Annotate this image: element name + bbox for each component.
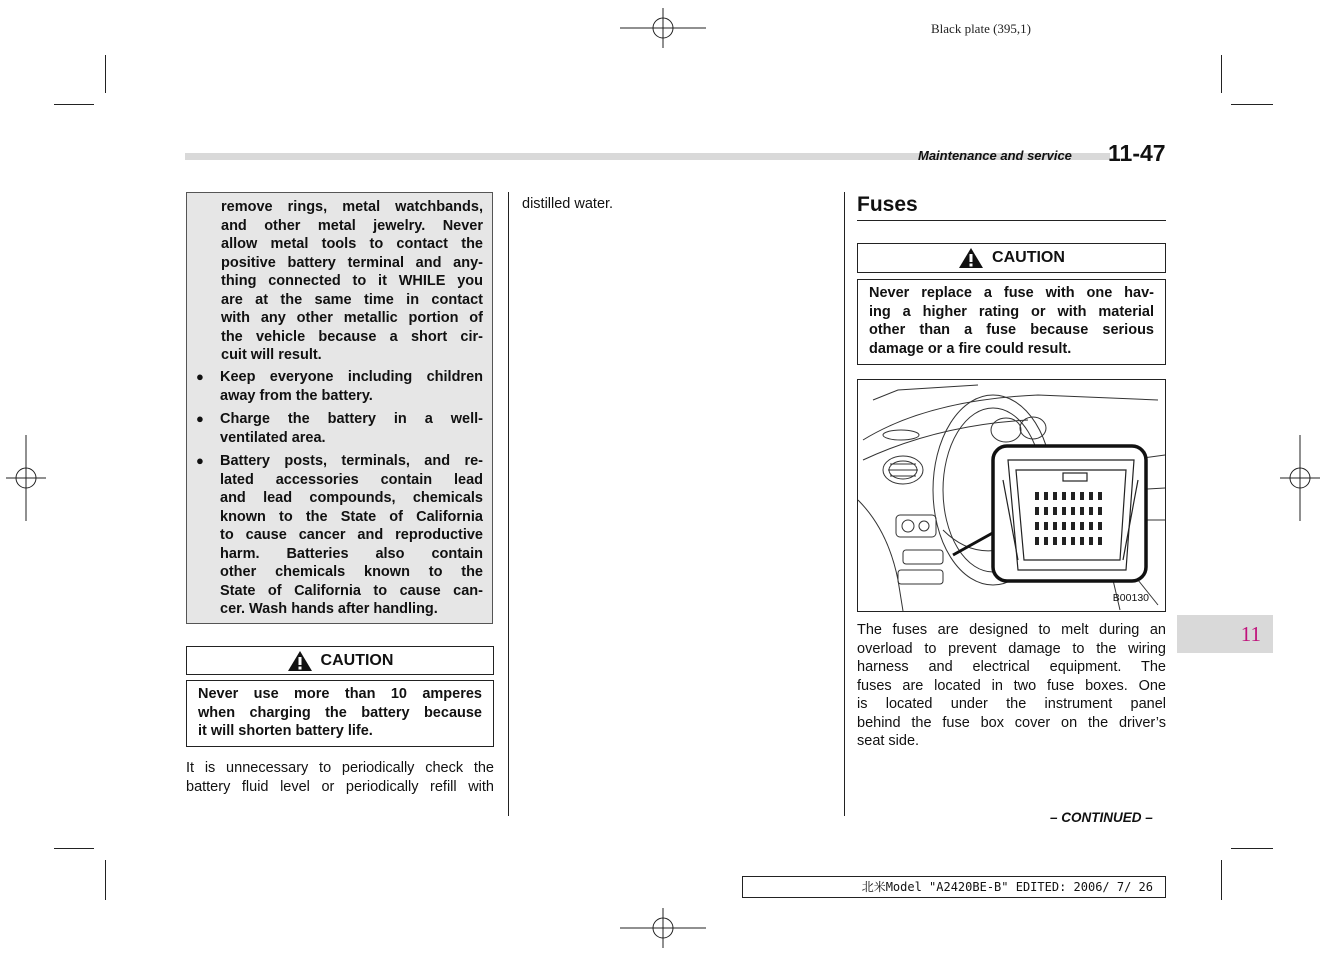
registration-mark-top: [620, 8, 706, 48]
chapter-tab[interactable]: [1177, 615, 1273, 653]
middle-paragraph: distilled water.: [522, 196, 614, 212]
caution-body: Never replace a fuse with one hav- ing a higher rating or with material other than a fuse because serious damage or a fire could result.: [857, 279, 1166, 365]
list-item: ● Battery posts, terminals, and re- lated accessories contain lead and lead compounds, chemicals known to the State of California to cause cancer and reproductive harm. Batteries also contain other chemicals known to the State of California to cause can- cer. Wash hands after handling.: [196, 453, 483, 617]
caution-label: CAUTION: [320, 651, 394, 669]
caution-body: Never use more than 10 amperes when charging the battery because it will shorten battery life.: [186, 680, 494, 747]
heading-rule: [857, 220, 1166, 221]
fuse-box-figure: [857, 379, 1166, 612]
list-item: ● Charge the battery in a well- ventilated area.: [196, 411, 483, 446]
chapter-number: 11: [1240, 622, 1261, 646]
warning-continuation: remove rings, metal watchbands, and other metal jewelry. Never allow metal tools to contact the positive battery terminal and any- thing connected to it WHILE you are at the same time in contact with any other metallic portion of the vehicle because a short cir- cuit will result.: [221, 199, 483, 363]
registration-mark-bottom: [620, 908, 706, 948]
caution-header: [857, 243, 1166, 273]
warning-box: [186, 192, 493, 624]
footer-edit-info: 北米Model "A2420BE-B" EDITED: 2006/ 7/ 26: [742, 876, 1166, 898]
crop-mark: [54, 848, 94, 849]
bullet-icon: ●: [196, 453, 204, 468]
fuses-paragraph: The fuses are designed to melt during an overload to prevent damage to the wiring harness and electrical equipment. The fuses are located in two fuse boxes. One is located under the instrument panel behind the fuse box cover on the driver’s seat side.: [857, 622, 1166, 749]
crop-mark: [105, 55, 106, 93]
continued-label: – CONTINUED –: [1050, 810, 1153, 825]
plate-label: Black plate (395,1): [931, 21, 1031, 36]
registration-mark-right: [1280, 435, 1320, 521]
column-divider: [508, 192, 509, 816]
crop-mark: [54, 104, 94, 105]
crop-mark: [105, 860, 106, 900]
registration-mark-left: [6, 435, 46, 521]
page-number: 11-47: [1108, 140, 1166, 166]
section-heading: Fuses: [857, 193, 918, 216]
crop-mark: [1221, 55, 1222, 93]
section-title: Maintenance and service: [918, 148, 1072, 163]
crop-mark: [1231, 848, 1273, 849]
crop-mark: [1231, 104, 1273, 105]
warning-triangle-icon: [958, 247, 984, 269]
caution-label: CAUTION: [992, 249, 1065, 266]
caution-header: [186, 646, 494, 675]
crop-mark: [1221, 860, 1222, 900]
column-divider: [844, 192, 845, 816]
bullet-icon: ●: [196, 369, 204, 384]
battery-paragraph: It is unnecessary to periodically check the battery fluid level or periodically refill with: [186, 760, 494, 795]
figure-code: B00130: [1112, 592, 1149, 604]
list-item: ● Keep everyone including children away from the battery.: [196, 369, 483, 404]
warning-triangle-icon: [287, 650, 313, 672]
bullet-icon: ●: [196, 411, 204, 426]
fuse-box-illustration-icon: [858, 380, 1165, 611]
